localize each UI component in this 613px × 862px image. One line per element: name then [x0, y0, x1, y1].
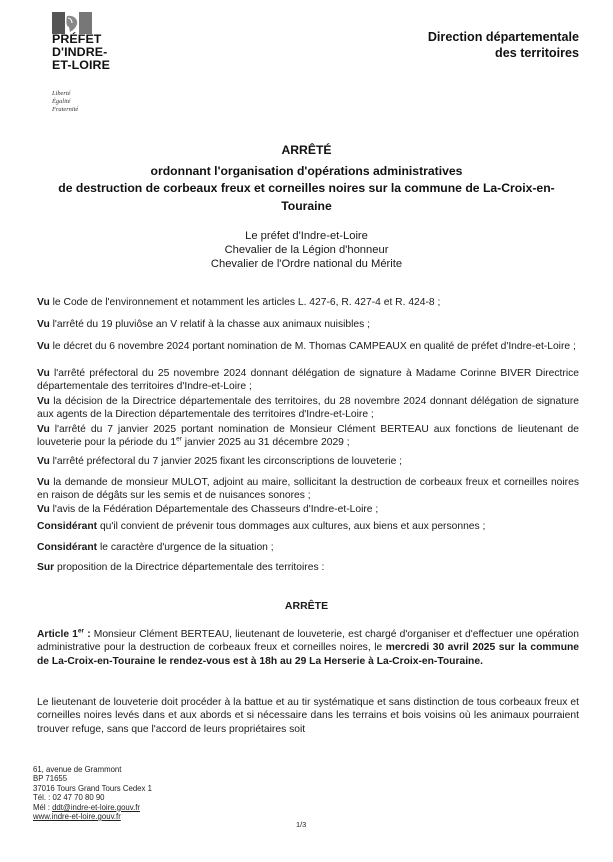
visa-paragraph	[37, 367, 579, 394]
title-line: ordonnant l'organisation d'opérations administratives	[150, 163, 463, 178]
visa-lead: Vu	[37, 396, 50, 407]
website-link[interactable]: www.indre-et-loire.gouv.fr	[33, 812, 121, 822]
motto-line: Égalité	[52, 98, 71, 105]
visa-text: l'arrêté du 19 pluviôse an V relatif à la chasse aux animaux nuisibles ;	[49, 319, 370, 330]
document-title	[30, 142, 583, 215]
visa-paragraph	[37, 318, 579, 331]
visa-paragraph	[37, 520, 579, 533]
marianne-emblem-icon	[52, 12, 92, 34]
prefet-line: ET-LOIRE	[52, 58, 110, 72]
visa-lead: Vu	[37, 341, 50, 352]
visa-lead: Considérant	[37, 542, 98, 553]
page-number: 1/3	[296, 820, 307, 829]
footer-address	[33, 765, 152, 821]
article-1-text: Monsieur Clément BERTEAU, lieutenant de louveterie, est chargé d'organiser et d'effectuer une opération administrative pour la destruction de corbeaux freux et corneilles noires, le	[37, 629, 579, 654]
visa-text: le caractère d'urgence de la situation ;	[97, 542, 274, 553]
prefet-wordmark	[52, 33, 110, 72]
visa-lead: Vu	[37, 319, 50, 330]
visa-text: l'avis de la Fédération Départementale des Chasseurs d'Indre-et-Loire ;	[49, 504, 379, 515]
prefet-line: D'INDRE-	[52, 45, 108, 59]
prefet-honour: Chevalier de l'Ordre national du Mérite	[210, 257, 403, 270]
visa-lead: Vu	[37, 424, 50, 435]
visa-paragraph	[37, 541, 579, 554]
visa-lead: Sur	[37, 562, 55, 573]
visa-lead: Vu	[37, 504, 50, 515]
visa-paragraph	[37, 561, 579, 574]
issuing-service	[428, 29, 579, 61]
visa-paragraph	[37, 423, 579, 450]
visa-text: le décret du 6 novembre 2024 portant nomination de M. Thomas CAMPEAUX en qualité de préfet d'Indre-et-Loire ;	[49, 341, 576, 352]
visa-lead: Considérant	[37, 521, 98, 532]
service-line: Direction départementale	[427, 30, 579, 44]
visa-text: proposition de la Directrice départementale des territoires :	[54, 562, 325, 573]
service-line: des territoires	[495, 46, 579, 60]
visa-text: l'arrêté préfectoral du 25 novembre 2024 donnant délégation de signature à Madame Corinne BIVER Directrice départementale des territoires d'Indre-et-Loire ;	[37, 368, 579, 393]
footer-line: 61, avenue de Grammont	[33, 765, 122, 774]
visa-text: le Code de l'environnement et notamment les articles L. 427-6, R. 427-4 et R. 424-8 ;	[49, 297, 441, 308]
title-kind: ARRÊTÉ	[281, 143, 332, 157]
visa-text: la décision de la Directrice départementale des territoires, du 28 novembre 2024 donnant délégation de signature aux agents de la Direction départementale des territoires d'Indre-et-Loire ;	[37, 396, 579, 421]
visa-paragraph	[37, 340, 579, 353]
title-line: de destruction de corbeaux freux et corneilles noires sur la commune de La-Croix-en-Touraine	[58, 181, 555, 213]
visa-paragraph	[37, 455, 579, 468]
visa-paragraph	[37, 503, 579, 516]
visa-text: la demande de monsieur MULOT, adjoint au maire, sollicitant la destruction de corbeaux freux et corneilles noires en raison de dégâts sur les semis et de nuisances sonores ;	[37, 477, 579, 502]
footer-email-line: Mél : ddt@indre-et-loire.gouv.fr	[33, 802, 141, 812]
motto-line: Liberté	[52, 90, 71, 97]
prefet-line: PRÉFET	[52, 32, 102, 46]
visa-lead: Vu	[37, 368, 50, 379]
prefet-name: Le préfet d'Indre-et-Loire	[245, 230, 368, 242]
prefet-signatory	[30, 230, 583, 271]
visa-lead: Vu	[37, 297, 50, 308]
email-link[interactable]: ddt@indre-et-loire.gouv.fr	[52, 802, 141, 812]
visa-lead: Vu	[37, 477, 50, 488]
visa-text: l'arrêté du 7 janvier 2025 portant nomination de Monsieur Clément BERTEAU aux fonctions de lieutenant de louveterie pour la période du 1er janvier 2025 au 31 décembre 2029 ;	[37, 424, 579, 449]
article-1	[37, 628, 579, 668]
article-1-date-place: mercredi 30 avril 2025 sur la commune de La-Croix-en-Touraine le rendez-vous est à 18h au 29 La Herserie à La-Croix-en-Touraine.	[37, 642, 579, 667]
article-1-paragraph-2: Le lieutenant de louveterie doit procéder à la battue et au tir systématique et sans distinction de tous corbeaux freux et corneilles noires levés dans et aux abords et si nécessaire dans les terrains et bois voisins où les animaux pourraient trouver refuge, sans que l'accord de leurs propriétaires soit	[37, 697, 579, 735]
footer-line: 37016 Tours Grand Tours Cedex 1	[33, 783, 152, 793]
footer-line: Tél. : 02 47 70 80 90	[33, 793, 105, 803]
visa-paragraph	[37, 395, 579, 422]
visa-text: l'arrêté préfectoral du 7 janvier 2025 fixant les circonscriptions de louveterie ;	[49, 456, 403, 467]
visa-text: qu'il convient de prévenir tous dommages aux cultures, aux biens et aux personnes ;	[97, 521, 486, 532]
arrete-heading: ARRÊTE	[284, 600, 329, 612]
prefet-honour: Chevalier de la Légion d'honneur	[224, 243, 389, 256]
article-1-lead: Article 1er :	[37, 627, 91, 640]
motto-line: Fraternité	[52, 106, 79, 113]
visa-lead: Vu	[37, 456, 50, 467]
visa-paragraph	[37, 476, 579, 503]
footer-line: BP 71655	[33, 774, 68, 784]
visa-paragraph	[37, 296, 579, 309]
republic-motto	[52, 90, 78, 114]
